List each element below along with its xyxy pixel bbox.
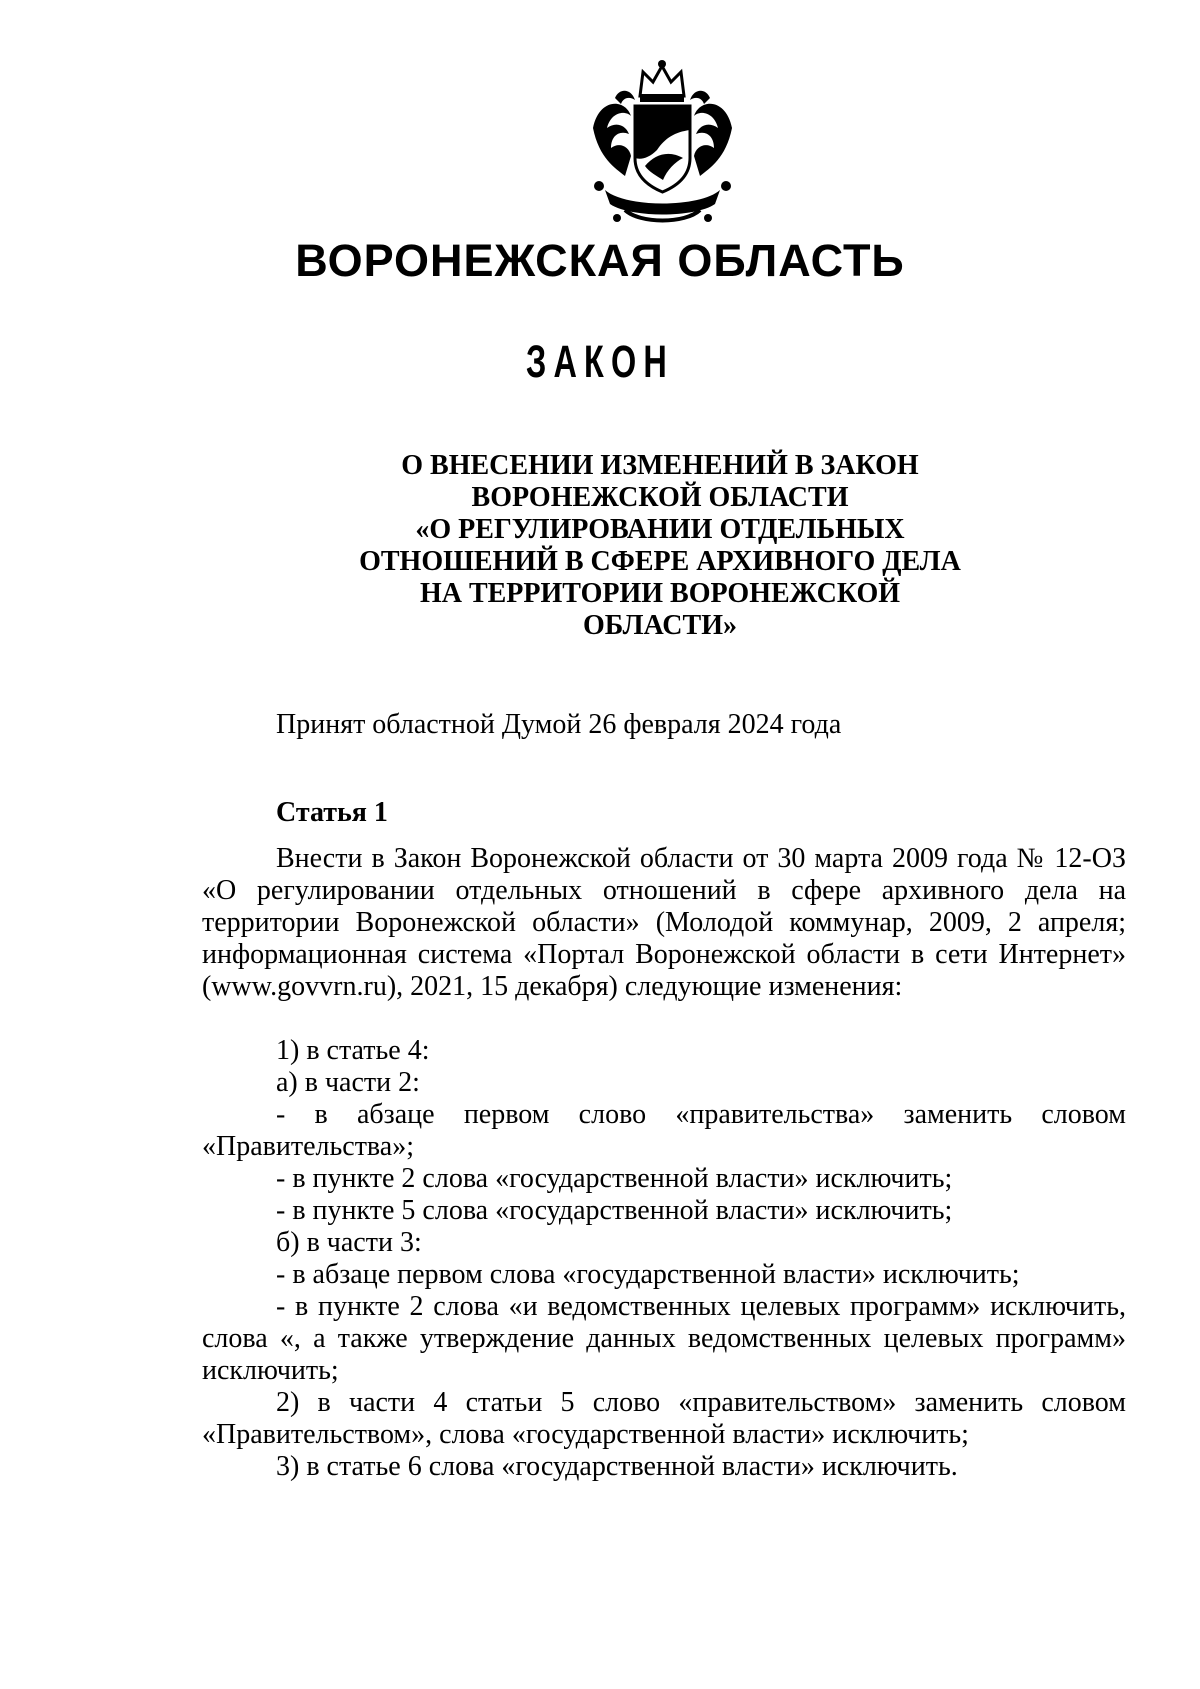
amendment-item: - в пункте 2 слова «государственной власти» исключить; [276, 1163, 953, 1194]
amendment-item: а) в части 2: [276, 1067, 420, 1098]
amendment-item: - в абзаце первом слова «государственной власти» исключить; [276, 1259, 1020, 1290]
amendment-item: 1) в статье 4: [276, 1035, 430, 1066]
article-title: Статья 1 [276, 797, 388, 828]
heading-line: ОБЛАСТИ» [583, 610, 737, 641]
law-heading [300, 450, 1020, 642]
amendment-item: - в абзаце первом слово «правительства» заменить словом «Правительства»; [202, 1099, 1126, 1162]
heading-line: НА ТЕРРИТОРИИ ВОРОНЕЖСКОЙ [419, 578, 901, 609]
amendment-item: - в пункте 2 слова «и ведомственных целевых программ» исключить, слова «, а также утверждение данных ведомственных целевых программ» исключить; [202, 1291, 1126, 1386]
heading-line: О ВНЕСЕНИИ ИЗМЕНЕНИЙ В ЗАКОН [401, 450, 919, 481]
region-title: ВОРОНЕЖСКАЯ ОБЛАСТЬ [295, 235, 905, 286]
amendment-item: 3) в статье 6 слова «государственной власти» исключить. [276, 1451, 958, 1482]
amendment-item: б) в части 3: [276, 1227, 422, 1258]
article-body [202, 843, 1126, 1483]
paragraph-spacer [202, 1003, 1126, 1035]
document-type-title: ЗАКОН [525, 336, 675, 387]
heading-line: «О РЕГУЛИРОВАНИИ ОТДЕЛЬНЫХ [415, 514, 905, 545]
coat-of-arms-emblem [585, 58, 740, 228]
adoption-statement: Принят областной Думой 26 февраля 2024 года [276, 709, 842, 740]
amendment-item: - в пункте 5 слова «государственной власти» исключить; [276, 1195, 953, 1226]
amendment-item: 2) в части 4 статьи 5 слово «правительством» заменить словом «Правительством», слова «государственной власти» исключить; [202, 1387, 1126, 1450]
article-intro-paragraph: Внести в Закон Воронежской области от 30 марта 2009 года № 12-ОЗ «О регулировании отдельных отношений в сфере архивного дела на территории Воронежской области» (Молодой коммунар, 2009, 2 апреля; информационная система «Портал Воронежской области в сети Интернет» (www.govvrn.ru), 2021, 15 декабря) следующие изменения: [202, 843, 1126, 1002]
heading-line: ВОРОНЕЖСКОЙ ОБЛАСТИ [471, 482, 849, 513]
heading-line: ОТНОШЕНИЙ В СФЕРЕ АРХИВНОГО ДЕЛА [359, 546, 961, 577]
